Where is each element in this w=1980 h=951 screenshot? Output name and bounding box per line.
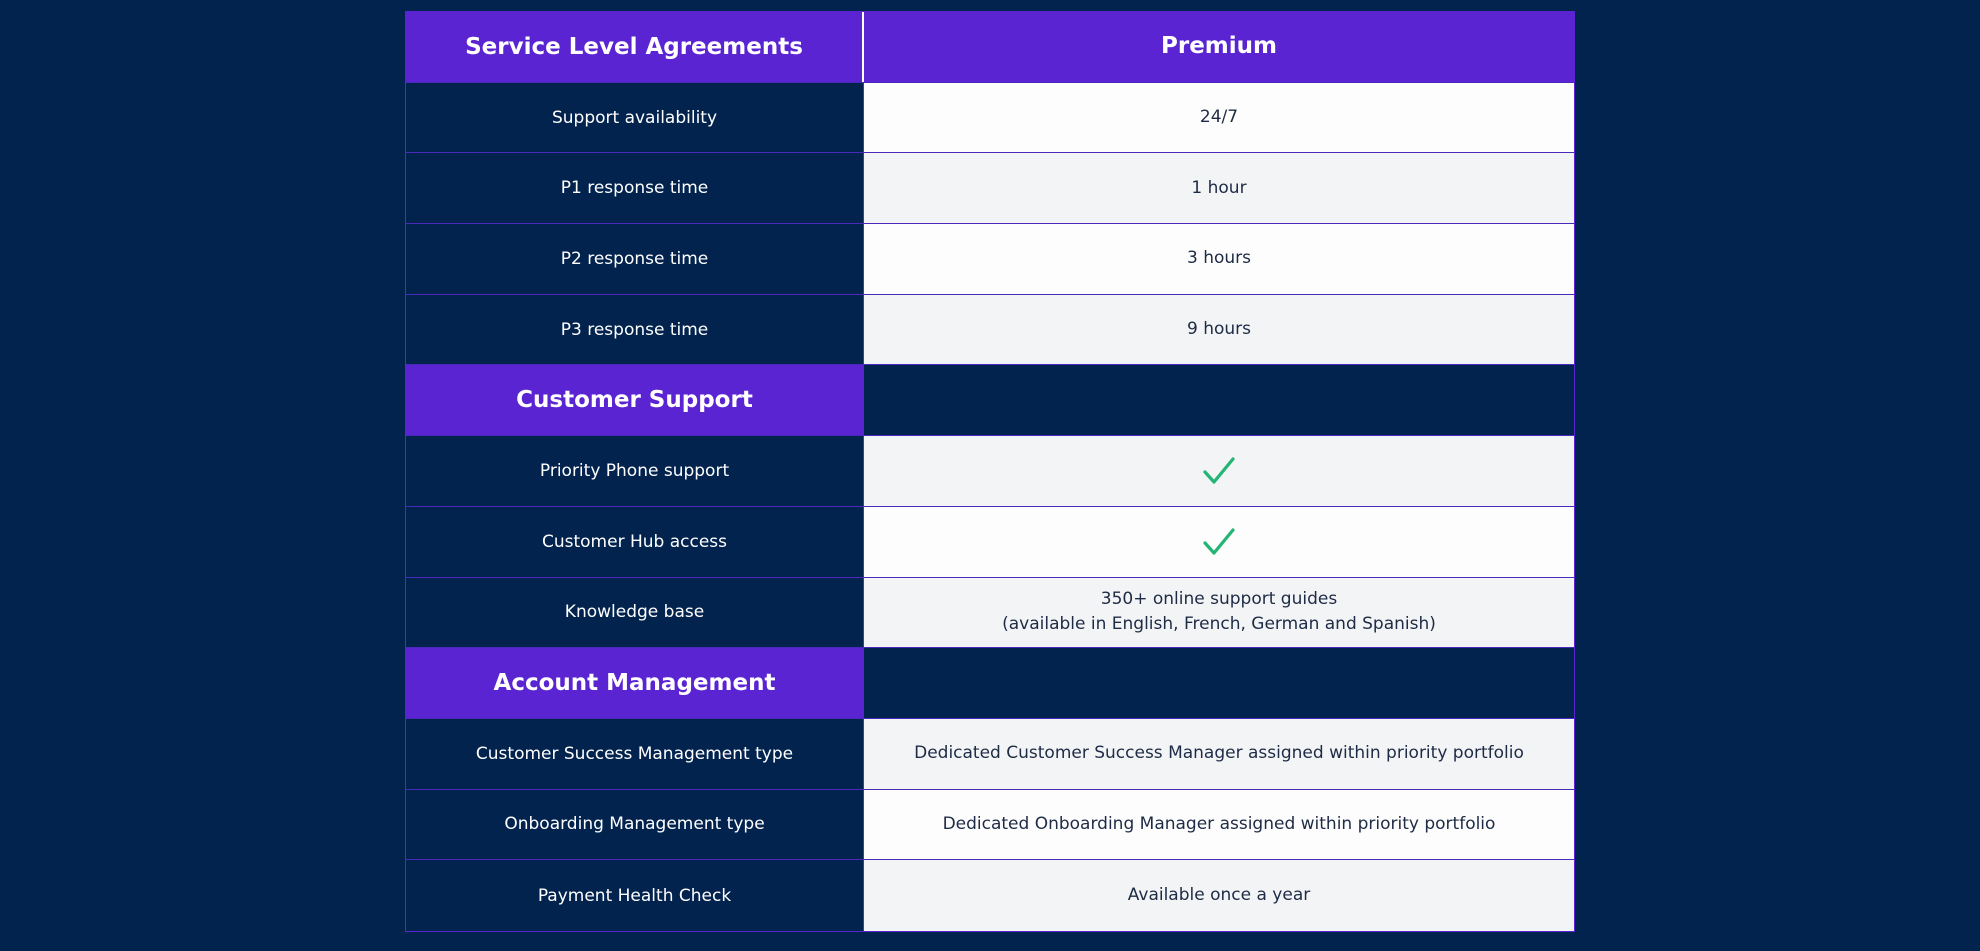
row-label: P3 response time (406, 295, 864, 365)
section-title: Customer Support (406, 365, 864, 435)
row-label: Customer Hub access (406, 507, 864, 577)
row-label: Payment Health Check (406, 860, 864, 931)
row-value: Dedicated Onboarding Manager assigned within priority portfolio (864, 790, 1574, 860)
row-value: Dedicated Customer Success Manager assigned within priority portfolio (864, 719, 1574, 789)
row-value: Available once a year (864, 860, 1574, 931)
row-value: 24/7 (864, 83, 1574, 153)
header-sla: Service Level Agreements (406, 12, 864, 82)
table-row (406, 719, 1574, 790)
row-value: 9 hours (864, 295, 1574, 365)
section-title: Account Management (406, 648, 864, 718)
row-label: P1 response time (406, 153, 864, 223)
table-row (406, 860, 1574, 931)
row-label: P2 response time (406, 224, 864, 294)
table-row (406, 578, 1574, 649)
row-label: Priority Phone support (406, 436, 864, 506)
section-spacer (864, 648, 1574, 718)
section-row-customer-support (406, 365, 1574, 436)
table-row (406, 295, 1574, 366)
table-row (406, 153, 1574, 224)
row-value: 3 hours (864, 224, 1574, 294)
table-header-row (406, 12, 1574, 83)
row-label: Onboarding Management type (406, 790, 864, 860)
row-label: Customer Success Management type (406, 719, 864, 789)
row-label: Knowledge base (406, 578, 864, 648)
table-row (406, 224, 1574, 295)
row-value (864, 436, 1574, 506)
comparison-table (405, 11, 1575, 932)
table-row (406, 83, 1574, 154)
header-premium: Premium (864, 12, 1574, 82)
table-row (406, 436, 1574, 507)
section-row-account-management (406, 648, 1574, 719)
table-row (406, 507, 1574, 578)
row-value (864, 507, 1574, 577)
check-icon (1202, 456, 1236, 486)
row-value: 1 hour (864, 153, 1574, 223)
row-value-line: 350+ online support guides (1100, 589, 1338, 610)
table-row (406, 790, 1574, 861)
row-value-line: (available in English, French, German and Spanish) (1002, 614, 1436, 635)
row-value (864, 578, 1574, 648)
check-icon (1202, 527, 1236, 557)
row-label: Support availability (406, 83, 864, 153)
section-spacer (864, 365, 1574, 435)
